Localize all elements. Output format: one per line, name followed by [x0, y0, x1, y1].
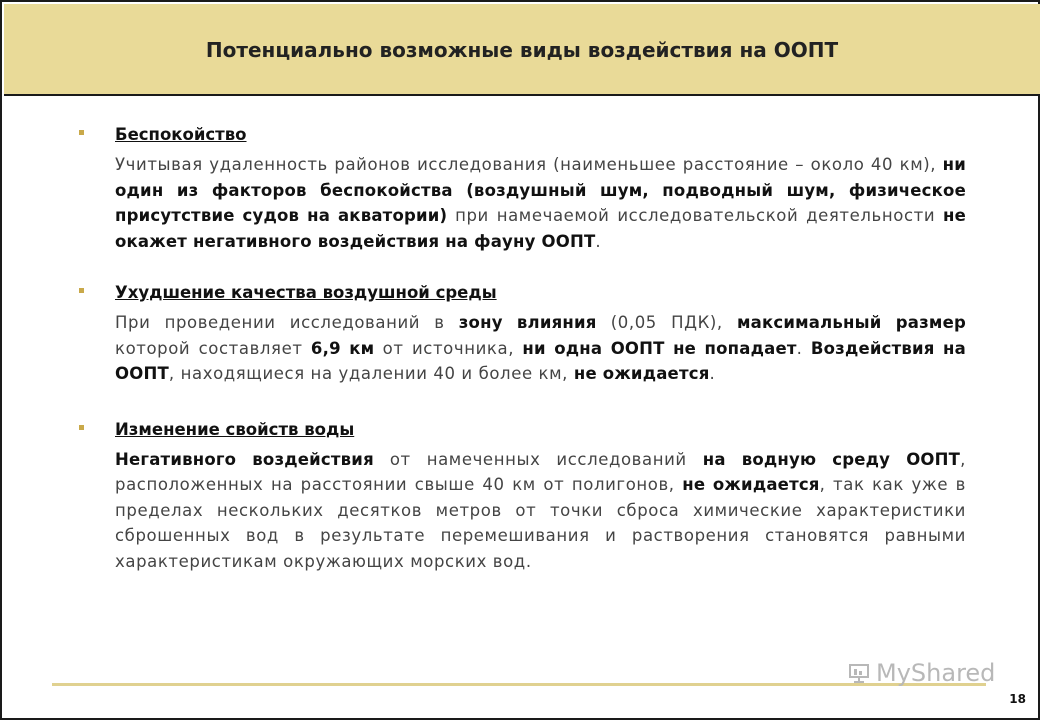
footer-divider	[52, 683, 986, 686]
presentation-icon	[848, 662, 870, 684]
section-disturbance	[82, 124, 966, 254]
bullet-icon	[79, 288, 84, 293]
emphasis-text: максимальный размер	[736, 313, 967, 332]
emphasis-text: Воздействия на ООПТ	[115, 338, 966, 383]
section-paragraph	[115, 310, 966, 387]
section-paragraph	[115, 152, 966, 254]
section-air-quality	[82, 282, 966, 387]
emphasis-text: зону влияния	[458, 313, 597, 332]
watermark-logo	[848, 658, 995, 688]
slide-title: Потенциально возможные виды воздействия на ООПТ	[205, 38, 839, 62]
emphasis-text: не окажет негативного воздействия на фауну ООПТ	[115, 206, 966, 251]
emphasis-text: не ожидается	[682, 475, 820, 494]
section-paragraph	[115, 447, 966, 575]
section-heading: Изменение свойств воды	[115, 419, 355, 439]
content-area	[82, 124, 966, 602]
emphasis-text: 6,9 км	[310, 338, 375, 358]
bullet-icon	[79, 425, 84, 430]
page-number: 18	[1009, 692, 1026, 706]
body-text: (0,05 ПДК),	[596, 313, 737, 332]
body-text: .	[709, 364, 716, 383]
section-heading: Ухудшение качества воздушной среды	[115, 283, 497, 302]
section-heading: Беспокойство	[115, 125, 247, 144]
emphasis-text: Негативного воздействия	[115, 449, 374, 469]
emphasis-text: ни одна ООПТ не попадает	[522, 338, 797, 358]
body-text: , находящиеся на удалении 40 и более км,	[168, 364, 574, 383]
emphasis-text: на водную среду ООПТ	[702, 449, 961, 469]
body-text: от намеченных исследований	[373, 449, 703, 469]
emphasis-text: ни один из факторов беспокойства (воздушный шум, подводный шум, физическое присутствие судов на акватории)	[115, 155, 966, 225]
body-text: .	[796, 338, 811, 358]
section-water-properties	[82, 419, 966, 575]
body-text: Учитывая удаленность районов исследования (наименьшее расстояние – около 40 км),	[115, 155, 943, 174]
body-text: При проведении исследований в	[115, 313, 459, 332]
body-text: от источника,	[374, 338, 523, 358]
body-text: .	[595, 231, 602, 251]
body-text: при намечаемой исследовательской деятельности	[447, 206, 943, 225]
emphasis-text: не ожидается	[573, 364, 710, 383]
body-text: , так как уже в пределах нескольких десятков метров от точки сброса химические характеристики сброшенных вод в результате перемешивания и растворения становятся равными характеристикам окружающих морских вод.	[115, 475, 966, 571]
bullet-icon	[79, 130, 84, 135]
watermark-text: MyShared	[876, 659, 996, 687]
body-text: которой составляет	[115, 338, 311, 358]
body-text: , расположенных на расстоянии свыше 40 км от полигонов,	[115, 449, 966, 494]
title-bar	[4, 4, 1040, 96]
